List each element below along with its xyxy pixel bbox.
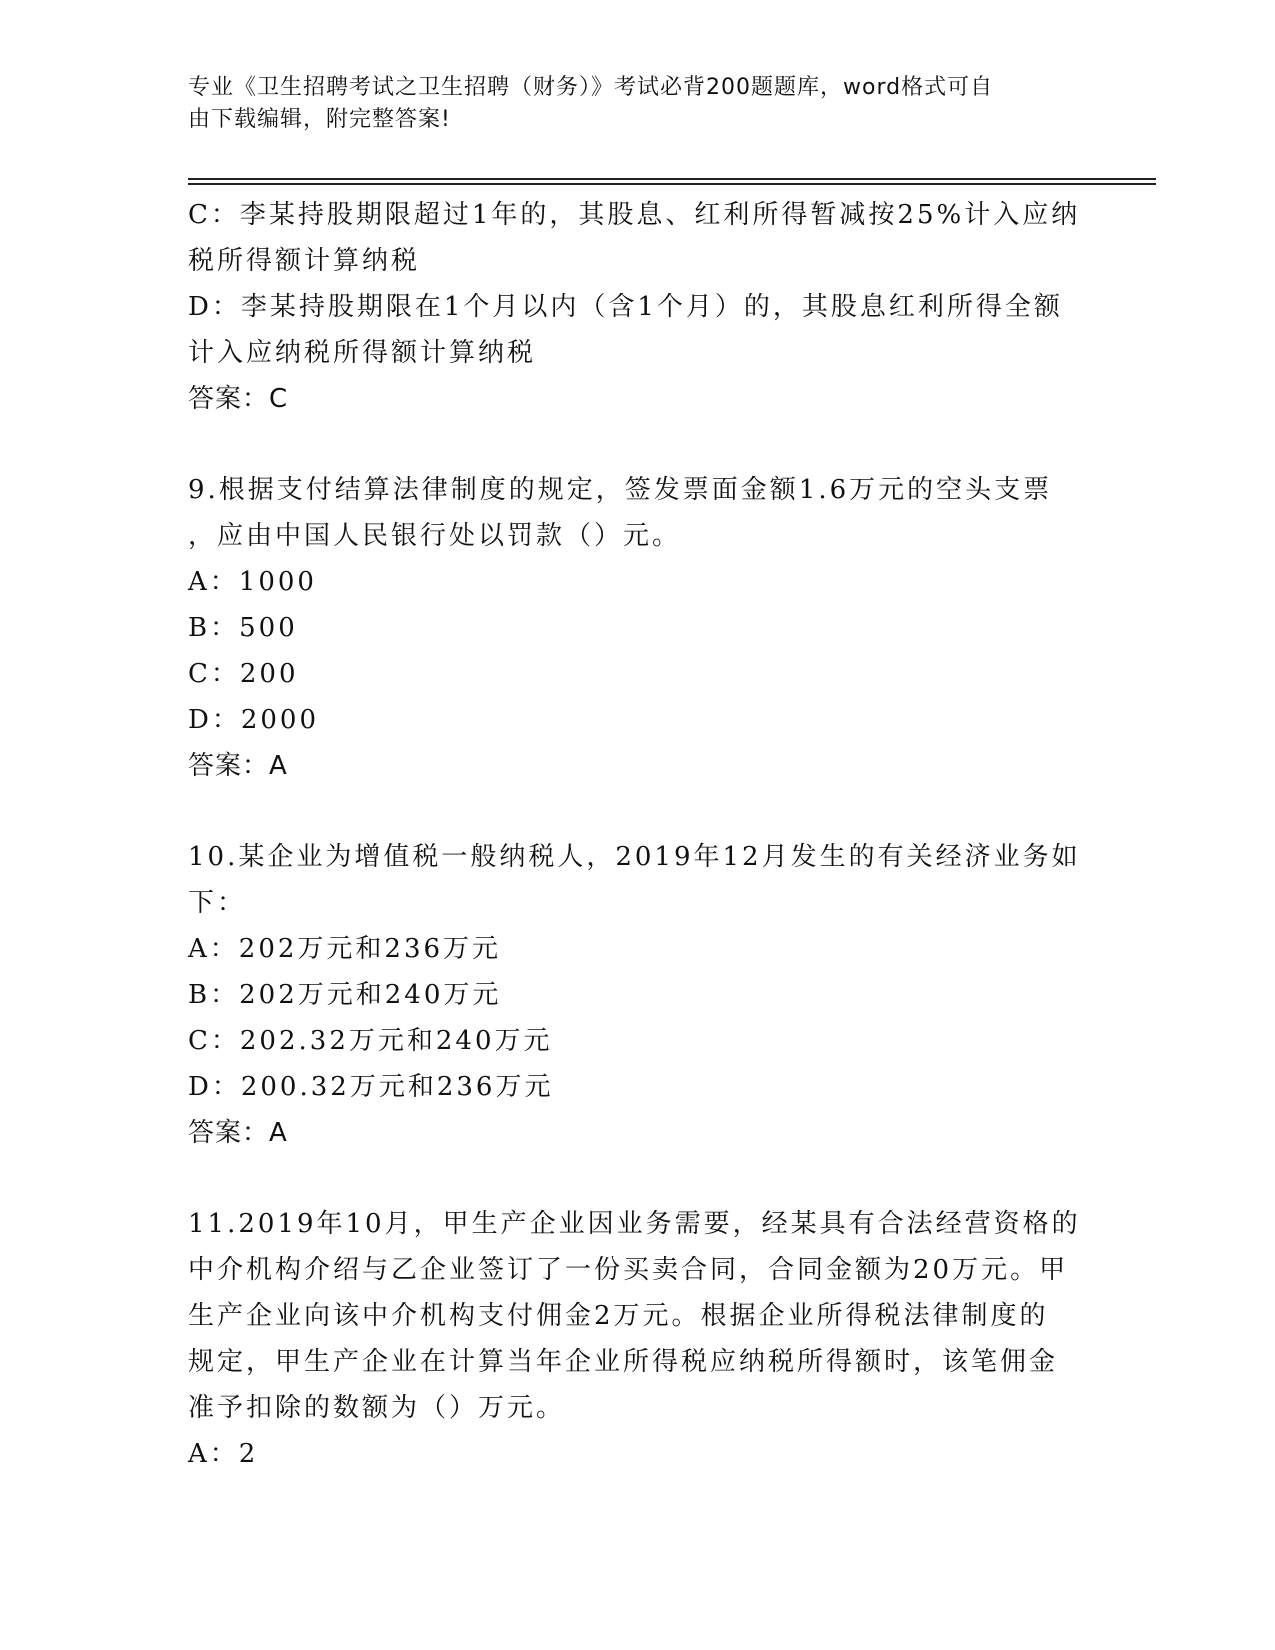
answer-line: 答案：C [188,384,289,414]
option-c-line-1: C：李某持股期限超过1年的，其股息、红利所得暂减按25%计入应纳 [188,200,1081,230]
question-stem-line-3: 生产企业向该中介机构支付佣金2万元。根据企业所得税法律制度的 [188,1301,1049,1331]
question-stem-line-2: ，应由中国人民银行处以罚款（）元。 [188,521,682,551]
question-8-continued [188,192,1088,422]
option-a: A：202万元和236万元 [188,934,502,964]
option-a: A：2 [188,1439,259,1469]
spacer [188,422,1088,467]
header-divider-bottom [188,183,1156,185]
question-stem-line-5: 准予扣除的数额为（）万元。 [188,1393,566,1423]
question-stem-line-4: 规定，甲生产企业在计算当年企业所得税应纳税所得额时，该笔佣金 [188,1347,1059,1377]
question-10 [188,834,1088,1156]
document-header [188,72,1068,136]
option-d: D：2000 [188,705,320,735]
question-stem-line-1: 9.根据支付结算法律制度的规定，签发票面金额1.6万元的空头支票 [188,475,1053,505]
option-a: A：1000 [188,567,317,597]
answer-line: 答案：A [188,1118,288,1148]
option-c-line-2: 税所得额计算纳税 [188,246,421,276]
option-c: C：202.32万元和240万元 [188,1026,553,1056]
option-d: D：200.32万元和236万元 [188,1072,554,1102]
option-b: B：500 [188,613,298,643]
question-9 [188,467,1088,789]
header-divider-top [188,178,1156,180]
spacer [188,1156,1088,1201]
option-d-line-2: 计入应纳税所得额计算纳税 [188,338,537,368]
answer-line: 答案：A [188,751,288,781]
question-stem-line-2: 下： [188,888,247,918]
spacer [188,789,1088,834]
option-c: C：200 [188,659,299,689]
header-line-1: 专业《卫生招聘考试之卫生招聘（财务）》考试必背200题题库，word格式可自 [188,75,994,100]
question-stem-line-1: 11.2019年10月，甲生产企业因业务需要，经某具有合法经营资格的 [188,1209,1081,1239]
question-11 [188,1201,1088,1477]
question-stem-line-2: 中介机构介绍与乙企业签订了一份买卖合同，合同金额为20万元。甲 [188,1255,1069,1285]
question-stem-line-1: 10.某企业为增值税一般纳税人，2019年12月发生的有关经济业务如 [188,842,1081,872]
option-b: B：202万元和240万元 [188,980,502,1010]
document-body [188,192,1088,1477]
header-line-2: 由下载编辑，附完整答案! [188,107,451,132]
option-d-line-1: D：李某持股期限在1个月以内（含1个月）的，其股息红利所得全额 [188,292,1063,322]
